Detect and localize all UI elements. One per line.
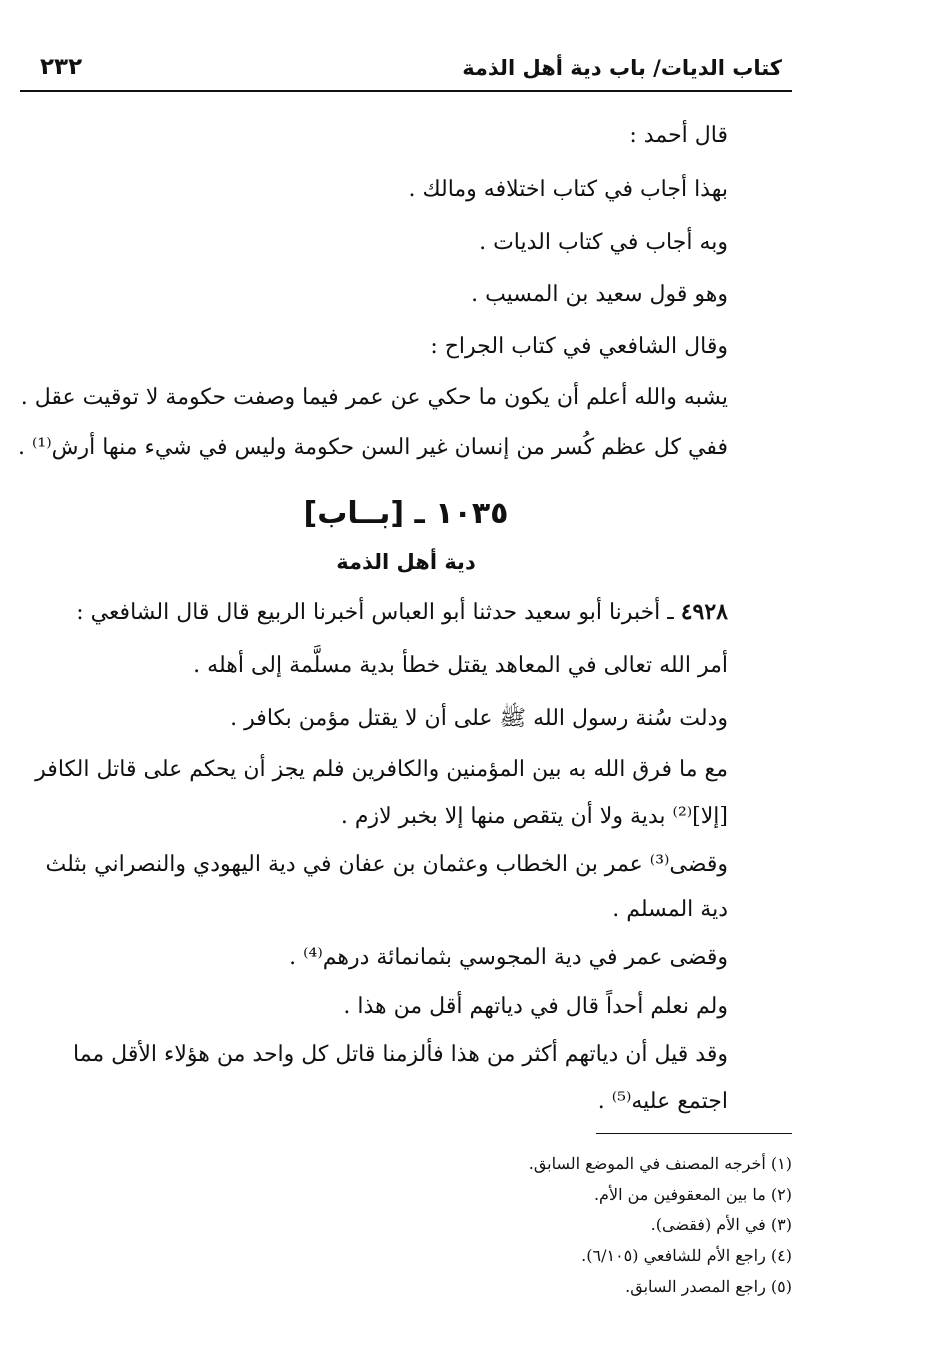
text-line: وبه أجاب في كتاب الديات . [479,230,728,255]
footnote-separator [596,1133,792,1134]
text-line: وقد قيل أن دياتهم أكثر من هذا فألزمنا قاتل كل واحد من هؤلاء الأقل مما [72,1042,728,1067]
footnote: (١) أخرجه المصنف في الموضع السابق. [528,1154,792,1173]
text-line: مع ما فرق الله به بين المؤمنين والكافرين فلم يجز أن يحكم على قاتل الكافر [35,757,728,782]
footnote: (٣) في الأم (فقضى). [650,1215,792,1234]
section-title: ١٠٣٥ ـ [بــاب] [303,496,509,531]
text-line: وهو قول سعيد بن المسيب . [471,282,728,307]
page-number: ٢٣٢ [40,54,83,80]
text-line: بهذا أجاب في كتاب اختلافه ومالك . [408,177,728,202]
text-line: قال أحمد : [629,123,728,148]
text-line: [إلا]⁽²⁾ بدية ولا أن يتقص منها إلا بخبر لازم . [340,804,728,829]
text-line: وقضى⁽³⁾ عمر بن الخطاب وعثمان بن عفان في دية اليهودي والنصراني بثلث [45,852,728,877]
text-line: وقضى عمر في دية المجوسي بثمانمائة درهم⁽⁴⁾ . [289,945,728,970]
hadith-number: ٤٩٢٨ [680,599,728,625]
footnote: (٢) ما بين المعقوفين من الأم. [593,1185,792,1204]
text-line: يشبه والله أعلم أن يكون ما حكي عن عمر فيما وصفت حكومة لا توقيت عقل . [20,385,728,410]
hadith-first-line [76,597,728,628]
text-line: ودلت سُنة رسول الله ﷺ على أن لا يقتل مؤمن بكافر . [230,706,728,731]
running-title: كتاب الديات/ باب دية أهل الذمة [462,56,782,80]
footnote: (٤) راجع الأم للشافعي (٦/١٠٥). [581,1246,792,1265]
text-line: ولم نعلم أحداً قال في دياتهم أقل من هذا . [343,994,728,1019]
text-line: دية المسلم . [612,897,728,922]
page-header [20,52,792,92]
text-line: وقال الشافعي في كتاب الجراح : [430,334,728,359]
text-span: ـ أخبرنا أبو سعيد حدثنا أبو العباس أخبرنا الربيع قال قال الشافعي : [76,600,674,625]
text-line: أمر الله تعالى في المعاهد يقتل خطأ بدية مسلَّمة إلى أهله . [193,653,728,678]
text-line: ففي كل عظم كُسر من إنسان غير السن حكومة وليس في شيء منها أرش⁽¹⁾ . [18,435,728,460]
section-subtitle: دية أهل الذمة [336,550,476,574]
text-line: اجتمع عليه⁽⁵⁾ . [597,1089,728,1114]
footnote: (٥) راجع المصدر السابق. [625,1277,792,1296]
